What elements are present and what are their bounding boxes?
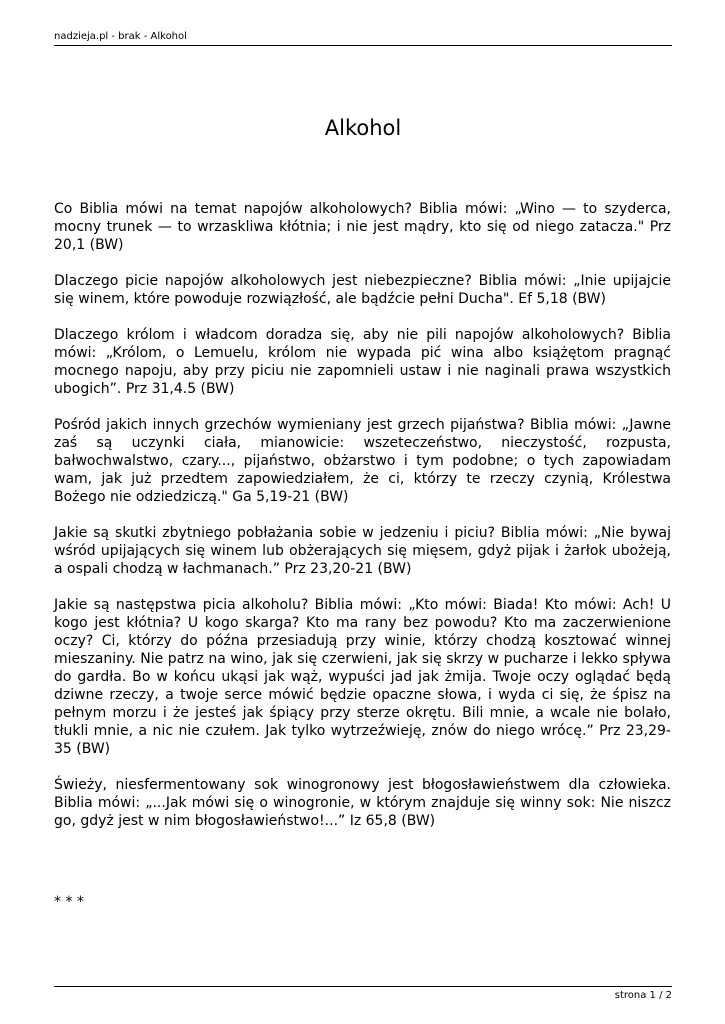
paragraph: Świeży, niesfermentowany sok winogronowy jest błogosławieństwem dla człowieka. Biblia mówi: „...Jak mówi się o winogronie, w którym znajduje się winny sok: Nie niszcz go, gdyż jest w nim błogosławieństwo!...” Iz 65,8 (BW) (54, 777, 671, 829)
header-divider (54, 45, 672, 46)
paragraph: Co Biblia mówi na temat napojów alkoholowych? Biblia mówi: „Wino — to szyderca, mocny trunek — to wrzaskliwa kłótnia; i nie jest mądry, kto się od niego zatacza." Prz 20,1 (BW) (54, 201, 671, 253)
paragraph: Jakie są następstwa picia alkoholu? Biblia mówi: „Kto mówi: Biada! Kto mówi: Ach! U kogo jest kłótnia? U kogo skarga? Kto ma rany bez powodu? Kto ma zaczerwienione oczy? Ci, którzy do późna przesiadują przy winie, którzy chodzą kosztować winnej mieszaniny. Nie patrz na wino, jak się czerwieni, jak się skrzy w pucharze i lekko spływa do gardła. Bo w końcu ukąsi jak wąż, wypuści jad jak żmija. Twoje oczy oglądać będą dziwne rzeczy, a twoje serce mówić będzie opaczne słowa, i wyda ci się, że śpisz na pełnym morzu i że jesteś jak śpiący przy sterze okrętu. Bili mnie, a wcale nie bolało, tłukli mnie, a nic nie czułem. Jak tylko wytrzeźwieję, znów do niego wrócę.” Prz 23,29-35 (BW) (54, 597, 671, 757)
paragraph: Pośród jakich innych grzechów wymieniany jest grzech pijaństwa? Biblia mówi: „Jawne zaś są uczynki ciała, mianowicie: wszeteczeństwo, nieczystość, rozpusta, bałwochwalstwo, czary..., pijaństwo, obżarstwo i tym podobne; o tych zapowiadam wam, jak już przedtem zapowiedziałem, że ci, którzy te rzeczy czynią, Królestwa Bożego nie odziedziczą." Ga 5,19-21 (BW) (54, 417, 671, 505)
paragraph: Dlaczego picie napojów alkoholowych jest niebezpieczne? Biblia mówi: „Inie upijajcie się winem, które powoduje rozwiązłość, ale bądźcie pełni Ducha". Ef 5,18 (BW) (54, 273, 671, 307)
paragraph: Dlaczego królom i władcom doradza się, aby nie pili napojów alkoholowych? Biblia mówi: „Królom, o Lemuelu, królom nie wypada pić wina albo książętom pragnąć mocnego napoju, aby przy piciu nie zapomnieli ustaw i nie naginali prawa wszystkich ubogich”. Prz 31,4.5 (BW) (54, 327, 671, 397)
paragraph: Jakie są skutki zbytniego pobłażania sobie w jedzeniu i piciu? Biblia mówi: „Nie bywaj wśród upijających się winem lub obżerających się mięsem, gdyż pijak i żarłok ubożeją, a ospali chodzą w łachmanach.” Prz 23,20-21 (BW) (54, 525, 671, 577)
document-body (54, 200, 671, 848)
footer-divider (54, 986, 672, 987)
section-separator: * * * (54, 894, 84, 910)
page-header-text: nadzieja.pl - brak - Alkohol (54, 31, 187, 42)
page-number: strona 1 / 2 (614, 990, 672, 1001)
document-title: Alkohol (324, 116, 402, 140)
